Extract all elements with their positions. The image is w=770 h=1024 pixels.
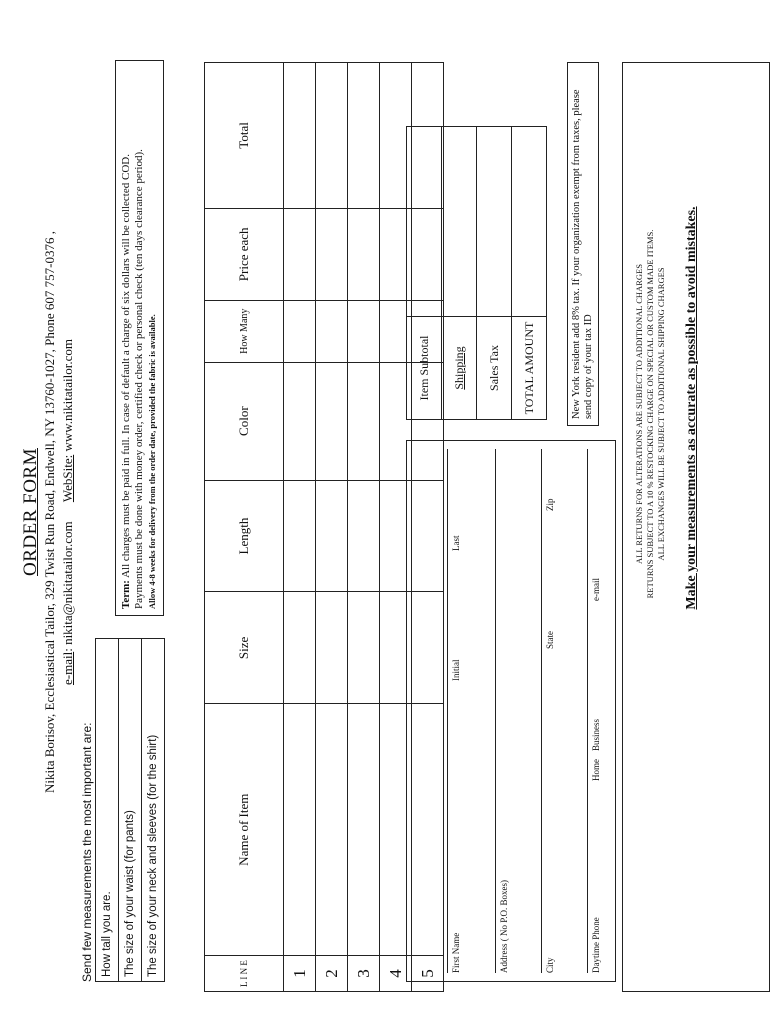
item-total-cell[interactable]	[316, 63, 348, 209]
measurement-neck-sleeves[interactable]: The size of your neck and sleeves (for the shirt)	[142, 639, 165, 982]
totals-row	[512, 127, 547, 420]
item-name-cell[interactable]	[348, 704, 380, 956]
price-each-header: Price each	[205, 208, 284, 300]
item-color-cell[interactable]	[316, 362, 348, 480]
website-link[interactable]: www.nikitatailor.com	[60, 339, 75, 455]
city-label: City	[545, 957, 555, 973]
measurement-row	[142, 639, 165, 982]
daytime-phone-label: Daytime Phone	[591, 917, 601, 973]
size-header: Size	[205, 592, 284, 704]
email-address[interactable]: : nikita@nikitatailor.com	[60, 521, 75, 652]
item-length-cell[interactable]	[316, 480, 348, 592]
item-quantity-cell[interactable]	[316, 300, 348, 362]
email-label: e-mail	[60, 651, 75, 686]
color-header: Color	[205, 362, 284, 480]
line-number: 3	[348, 956, 380, 992]
initial-label: Initial	[451, 659, 461, 681]
item-name-cell[interactable]	[316, 704, 348, 956]
accuracy-notice: Make your measurements as accurate as possible to avoid mistakes.	[684, 206, 699, 610]
policy-alterations: ALL RETURNS FOR ALTERATIONS ARE SUBJECT TO ADDITIONAL CHARGES	[634, 264, 644, 564]
totals-row	[407, 127, 442, 420]
address-label: Address ( No P.O. Boxes)	[499, 880, 509, 973]
item-length-cell[interactable]	[284, 480, 316, 592]
measurement-row	[96, 639, 119, 982]
zip-label: Zip	[545, 498, 555, 511]
table-row	[348, 63, 380, 992]
first-name-label: First Name	[451, 932, 461, 973]
totals-row	[442, 127, 477, 420]
line-number: 5	[412, 956, 444, 992]
item-length-cell[interactable]	[348, 480, 380, 592]
state-label: State	[545, 631, 555, 649]
line-header: L I N E	[205, 956, 284, 992]
line-number: 1	[284, 956, 316, 992]
business-label: Business	[591, 718, 601, 751]
measurements-heading: Send few measurements the most important are:	[80, 722, 94, 982]
shipping-label: Shipping	[442, 317, 477, 420]
home-label: Home	[591, 759, 601, 781]
item-size-cell[interactable]	[284, 592, 316, 704]
city-state-zip-line[interactable]	[541, 449, 542, 973]
address-line[interactable]	[495, 449, 496, 973]
item-price-cell[interactable]	[316, 208, 348, 300]
totals-table	[406, 126, 547, 420]
item-subtotal-label: Item Subtotal	[407, 317, 442, 420]
total-amount-value[interactable]	[512, 127, 547, 317]
website-label: WebSite:	[60, 454, 75, 503]
item-quantity-cell[interactable]	[284, 300, 316, 362]
how-many-header: How Many	[205, 300, 284, 362]
table-row	[284, 63, 316, 992]
table-row	[316, 63, 348, 992]
total-header: Total	[205, 63, 284, 209]
name-of-item-header: Name of Item	[205, 704, 284, 956]
line-number: 4	[380, 956, 412, 992]
sales-tax-value[interactable]	[477, 127, 512, 317]
items-header-row	[205, 63, 284, 992]
measurements-table	[95, 638, 165, 982]
length-header: Length	[205, 480, 284, 592]
item-total-cell[interactable]	[348, 63, 380, 209]
totals-row	[477, 127, 512, 420]
terms-label: Term:	[120, 580, 132, 609]
terms-text-delivery: Allow 4-8 weeks for delivery from the order date, provided the fabric is available.	[147, 314, 157, 609]
terms-text-payment: All charges must be paid in full. In case of default a charge of six dollars will be collected COD.	[120, 154, 132, 581]
contact-line	[60, 0, 76, 1024]
item-color-cell[interactable]	[284, 362, 316, 480]
sales-tax-label: Sales Tax	[477, 317, 512, 420]
item-color-cell[interactable]	[348, 362, 380, 480]
item-quantity-cell[interactable]	[348, 300, 380, 362]
item-subtotal-value[interactable]	[407, 127, 442, 317]
tax-note: New York resident add 8% tax. If your organization exempt from taxes, please send copy of your tax ID	[567, 62, 599, 426]
terms-text-method: Payments must be done with money order, certified check or personal check (ten days clearance period).	[133, 149, 145, 609]
form-title: ORDER FORM	[20, 448, 41, 576]
item-price-cell[interactable]	[348, 208, 380, 300]
measurement-height[interactable]: How tall you are.	[96, 639, 119, 982]
business-address: Nikita Borisov, Ecclesiastical Tailor, 329 Twist Run Road, Endwell, NY 13760-1027, Phone 607 757-0376 ,	[42, 231, 57, 794]
item-size-cell[interactable]	[348, 592, 380, 704]
measurement-row	[119, 639, 142, 982]
measurement-waist[interactable]: The size of your waist (for pants)	[119, 639, 142, 982]
customer-email-label: e-mail	[591, 578, 601, 601]
line-number: 2	[316, 956, 348, 992]
total-amount-label: TOTAL AMOUNT	[512, 317, 547, 420]
policy-exchanges: ALL EXCHANGES WILL BE SUBJECT TO ADDITIONAL SHIPPING CHARGES	[656, 267, 666, 561]
item-size-cell[interactable]	[316, 592, 348, 704]
item-total-cell[interactable]	[284, 63, 316, 209]
shipping-value[interactable]	[442, 127, 477, 317]
last-name-label: Last	[451, 535, 461, 551]
phone-email-line[interactable]	[587, 449, 588, 973]
customer-info-box	[406, 440, 616, 982]
item-price-cell[interactable]	[284, 208, 316, 300]
terms-box	[115, 60, 164, 616]
item-name-cell[interactable]	[284, 704, 316, 956]
policy-restocking: RETURNS SUBJECT TO A 10 % RESTOCKING CHARGE ON SPECIAL OR CUSTOM MADE ITEMS.	[645, 229, 655, 599]
name-line[interactable]	[447, 449, 448, 973]
